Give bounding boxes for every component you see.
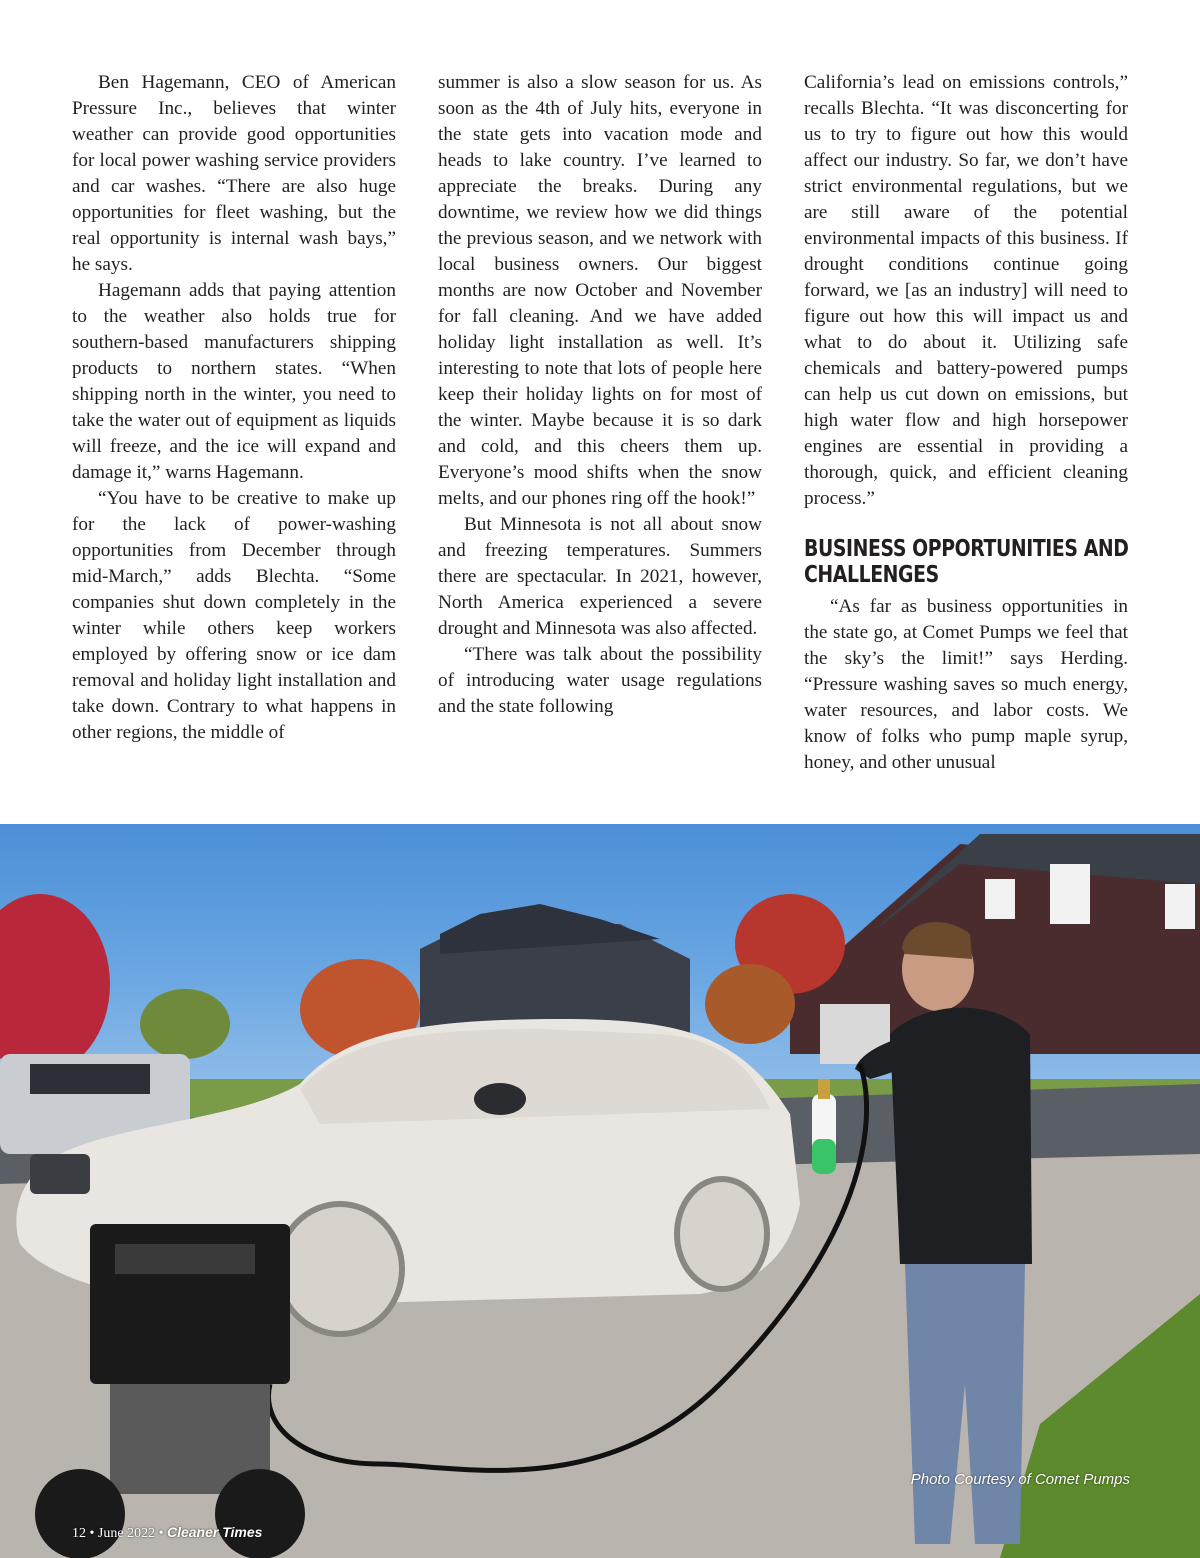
paragraph: But Minnesota is not all about snow and freezing temperatures. Summers there are spectacular. In 2021, however, North America experienced a severe drought and Minnesota was also affected. bbox=[438, 514, 762, 639]
foam-cannon-nozzle bbox=[818, 1079, 830, 1099]
red-tree bbox=[0, 894, 110, 1074]
photo-credit: Photo Courtesy of Comet Pumps bbox=[910, 1471, 1130, 1488]
pressure-washer-panel bbox=[115, 1244, 255, 1274]
page-folio bbox=[72, 1524, 262, 1542]
pressure-washer-wheel bbox=[215, 1469, 305, 1558]
truck-window bbox=[30, 1064, 150, 1094]
paragraph: Ben Hagemann, CEO of American Pressure Inc., believes that winter weather can provide good opportunities for local power washing service providers and car washes. “There are also huge opportunities for fleet washing, but the real opportunity is internal wash bays,” he says. bbox=[72, 72, 396, 275]
issue-date: June 2022 bbox=[97, 1526, 156, 1541]
page-number: 12 bbox=[72, 1526, 86, 1541]
house-window bbox=[1050, 864, 1090, 924]
car-wheel bbox=[278, 1204, 402, 1334]
article-column-1 bbox=[72, 70, 396, 746]
house-window bbox=[1165, 884, 1195, 929]
article-column-2 bbox=[438, 70, 762, 720]
subhead-line: CHALLENGES bbox=[804, 562, 939, 588]
photo-illustration bbox=[0, 824, 1200, 1558]
foam-cannon-soap bbox=[812, 1139, 836, 1174]
orange-tree bbox=[705, 964, 795, 1044]
section-subhead bbox=[804, 536, 1129, 588]
house-window bbox=[985, 879, 1015, 919]
paragraph: “There was talk about the possibility of introducing water usage regulations and the state following bbox=[438, 644, 762, 717]
paragraph: “As far as business opportunities in the state go, at Comet Pumps we feel that the sky’s the limit!” says Herding. “Pressure washing saves so much energy, water resources, and labor costs. We know of folks who pump maple syrup, honey, and other unusual bbox=[804, 596, 1128, 773]
folio-separator: • bbox=[86, 1526, 98, 1541]
pressure-washer-wheel bbox=[35, 1469, 125, 1558]
paragraph: California’s lead on emissions controls,” recalls Blechta. “It was disconcerting for us to try to figure out how this would affect our industry. So far, we don’t have strict environmental regulations, but we are still aware of the potential environmental impacts of this business. If drought conditions continue going forward, we [as an industry] will need to figure out how this will impact us and what to do about it. Utilizing safe chemicals and battery-powered pumps can help us cut down on emissions, but high water flow and high horsepower engines are essential in providing a thorough, quick, and efficient cleaning process.” bbox=[804, 72, 1128, 509]
paragraph: Hagemann adds that paying attention to the weather also holds true for southern-based manufacturers shipping products to northern states. “When shipping north in the winter, you need to take the water out of equipment as liquids will freeze, and the ice will expand and damage it,” warns Hagemann. bbox=[72, 280, 396, 483]
car-wheel bbox=[677, 1179, 767, 1289]
green-tree bbox=[140, 989, 230, 1059]
article-photo bbox=[0, 824, 1200, 1558]
magazine-name: Cleaner Times bbox=[166, 1524, 263, 1540]
article-column-3 bbox=[804, 70, 1128, 776]
car-grille bbox=[30, 1154, 90, 1194]
paragraph: “You have to be creative to make up for the lack of power-washing opportunities from December through mid-March,” adds Blechta. “Some companies shut down completely in the winter while others keep workers employed by offering snow or ice dam removal and holiday light installation and take down. Contrary to what happens in other regions, the middle of bbox=[72, 488, 396, 743]
folio-separator: • bbox=[155, 1526, 167, 1541]
side-mirror bbox=[474, 1083, 526, 1115]
subhead-line: BUSINESS OPPORTUNITIES AND bbox=[804, 536, 1129, 562]
paragraph: summer is also a slow season for us. As soon as the 4th of July hits, everyone in the state gets into vacation mode and heads to lake country. I’ve learned to appreciate the breaks. During any downtime, we review how we did things the previous season, and we network with local business owners. Our biggest months are now October and November for fall cleaning. And we have added holiday light installation as well. It’s interesting to note that lots of people here keep their holiday lights on for most of the winter. Maybe because it is so dark and cold, and this cheers them up. Everyone’s mood shifts when the snow melts, and our phones ring off the hook!” bbox=[438, 72, 762, 509]
